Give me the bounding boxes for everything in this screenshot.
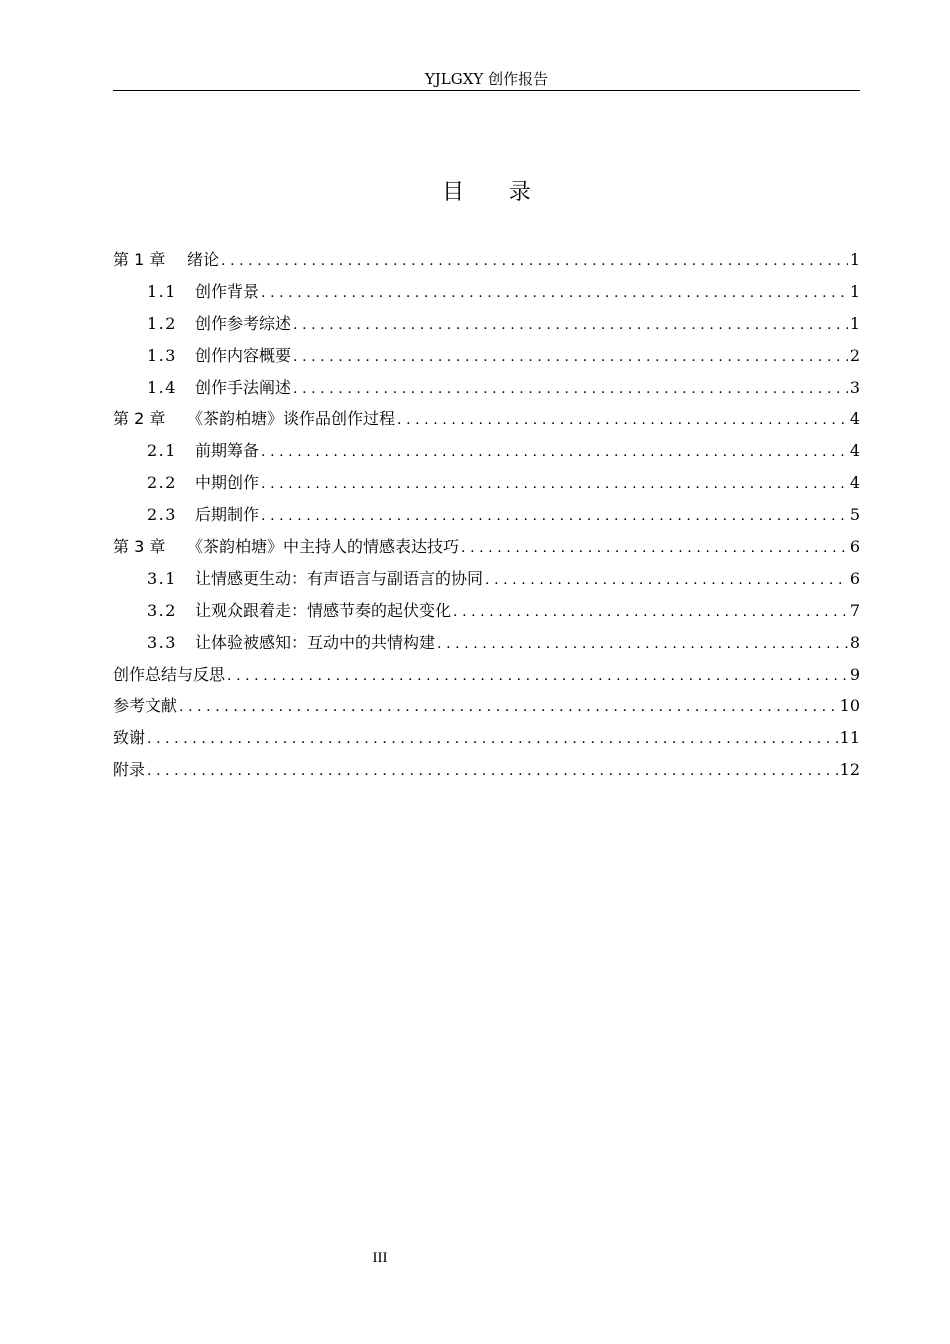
toc-entry[interactable] [113, 722, 860, 754]
toc-dot-leader [261, 501, 848, 533]
toc-entry-label: 创作总结与反思 [113, 664, 226, 684]
toc-entry[interactable] [113, 754, 860, 786]
toc-entry-number: 第 3 章 [113, 537, 166, 557]
toc-dot-leader [293, 310, 848, 342]
toc-entry-page: 4 [849, 441, 860, 461]
toc-entry-number: 1.1 [147, 281, 177, 301]
toc-entry-label: 绪论 [187, 250, 220, 269]
toc-entry[interactable] [113, 403, 860, 435]
toc-dot-leader [261, 437, 848, 469]
toc-dot-leader [397, 405, 848, 437]
toc-entry-page: 9 [849, 664, 860, 684]
toc-entry-number: 2.3 [147, 505, 177, 525]
toc-entry-label: 创作背景 [195, 281, 260, 301]
toc-entry[interactable] [113, 499, 860, 531]
toc-entry[interactable] [113, 467, 860, 499]
toc-entry-label: 中期创作 [195, 473, 260, 493]
toc-entry-page: 11 [839, 728, 860, 748]
toc-entry-number: 3.3 [147, 632, 177, 652]
toc-entry-label: 附录 [113, 760, 146, 780]
toc-entry-label: 前期筹备 [195, 441, 260, 461]
toc-dot-leader [293, 342, 848, 374]
toc-entry-page: 6 [849, 537, 860, 557]
toc-entry-page: 6 [849, 568, 860, 588]
toc-entry-page: 4 [849, 473, 860, 493]
toc-entry-number: 3.2 [147, 600, 177, 620]
toc-entry[interactable] [113, 276, 860, 308]
toc-entry-label: 《茶韵柏塘》中主持人的情感表达技巧 [187, 537, 460, 557]
toc-dot-leader [261, 278, 848, 310]
toc-entry-page: 7 [849, 600, 860, 620]
toc-entry-number: 3.1 [147, 568, 177, 588]
toc-entry-page: 3 [849, 377, 860, 397]
toc-entry-label: 致谢 [113, 728, 146, 748]
toc-entry-page: 8 [849, 632, 860, 652]
toc-entry[interactable] [113, 531, 860, 563]
toc-entry-label: 让体验被感知：互动中的共情构建 [195, 632, 436, 652]
toc-entry-number: 1.4 [147, 377, 177, 397]
toc-entry-label: 创作参考综述 [195, 313, 292, 333]
toc-title: 目 录 [442, 180, 531, 205]
toc-dot-leader [179, 692, 838, 724]
toc-entry-label: 《茶韵柏塘》谈作品创作过程 [187, 409, 396, 429]
toc-dot-leader [293, 374, 848, 406]
toc-entry-number: 2.1 [147, 441, 177, 461]
toc-entry-page: 1 [849, 313, 860, 333]
toc-entry[interactable] [113, 595, 860, 627]
toc-entry-label: 参考文献 [113, 696, 178, 716]
toc-entry-page: 5 [849, 505, 860, 525]
toc-entry-label: 让情感更生动：有声语言与副语言的协同 [195, 568, 484, 588]
toc-entry-label: 创作内容概要 [195, 345, 292, 365]
toc-entry-label: 后期制作 [195, 505, 260, 525]
toc-dot-leader [261, 469, 848, 501]
toc-entry-number: 1.3 [147, 345, 177, 365]
toc-entry-number: 第 1 章 [113, 250, 166, 269]
toc-entry[interactable] [113, 690, 860, 722]
page-number: III [372, 1250, 388, 1266]
toc-entry-page: 2 [849, 345, 860, 365]
toc-entry-page: 1 [849, 281, 860, 301]
toc-entry[interactable] [113, 308, 860, 340]
toc-entry-number: 1.2 [147, 313, 177, 333]
toc-entry-label: 创作手法阐述 [195, 377, 292, 397]
toc-entry[interactable] [113, 435, 860, 467]
toc-dot-leader [461, 533, 848, 565]
toc-entry-page: 12 [839, 760, 860, 780]
toc-dot-leader [485, 565, 848, 597]
toc-entry[interactable] [113, 340, 860, 372]
toc-entry-page: 10 [839, 696, 860, 716]
toc-entry[interactable] [113, 563, 860, 595]
toc-entry-page: 1 [849, 250, 860, 269]
toc-entry[interactable] [113, 244, 860, 276]
toc-entry-page: 4 [849, 409, 860, 429]
toc-dot-leader [437, 629, 848, 661]
toc-entry[interactable] [113, 372, 860, 404]
toc-entry-label: 让观众跟着走：情感节奏的起伏变化 [195, 600, 452, 620]
toc-dot-leader [227, 661, 848, 693]
toc-entry[interactable] [113, 659, 860, 691]
header-rule [113, 90, 860, 91]
page-header: YJLGXY 创作报告 [424, 70, 549, 88]
toc-entry[interactable] [113, 627, 860, 659]
toc-entry-number: 第 2 章 [113, 409, 166, 429]
toc-dot-leader [147, 724, 838, 756]
toc-dot-leader [221, 246, 848, 278]
table-of-contents [113, 244, 860, 786]
toc-dot-leader [147, 756, 838, 788]
toc-dot-leader [453, 597, 848, 629]
toc-entry-number: 2.2 [147, 473, 177, 493]
